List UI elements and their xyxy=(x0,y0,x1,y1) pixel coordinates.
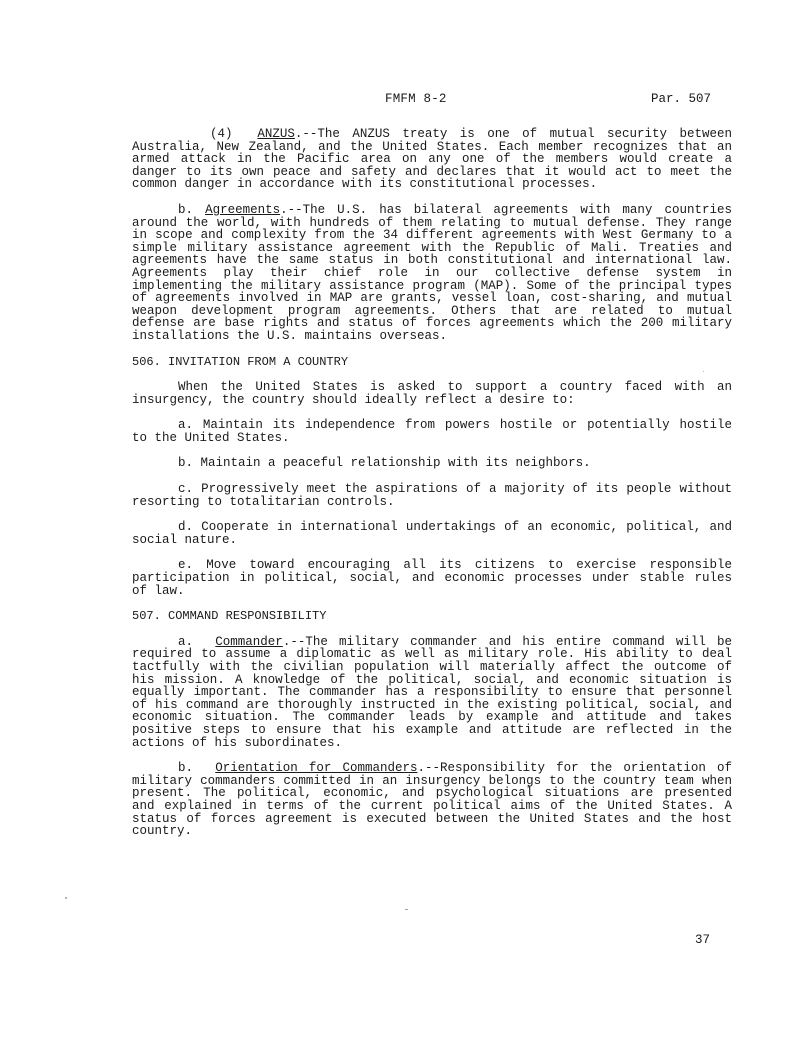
section-507-heading: 507. COMMAND RESPONSIBILITY xyxy=(132,609,327,624)
anzus-text: .--The ANZUS treaty is one of mutual security between Australia, New Zealand, and the United States. Each member recognizes that an armed attack in the Pacific area on any one of the members would create a danger to its own peace and safety and declares that it would act to meet the common danger in accordance with its constitutional processes. xyxy=(132,127,732,192)
paragraph-orientation xyxy=(132,762,732,838)
paragraph-commander xyxy=(132,636,732,749)
agreements-text: .--The U.S. has bilateral agreements with many countries around the world, with hundreds of them relating to mutual defense. They range in scope and complexity from the 34 different agreements with West Germany to a simple military assistance agreement with the Republic of Mali. Treaties and agreements have the same status in both constitutional and international law. Agreements play their chief role in our collective defense system in implementing the military assistance program (MAP). Some of the principal types of agreements involved in MAP are grants, vessel loan, cost-sharing, and mutual weapon development program agreements. Others that are related to mutual defense are base rights and status of forces agreements which the 200 military installations the U.S. maintains overseas. xyxy=(132,202,732,343)
section-506-item-d: d. Cooperate in international undertakings of an economic, political, and social nature. xyxy=(132,520,732,547)
anzus-term: ANZUS xyxy=(257,127,295,141)
document-body xyxy=(132,128,732,851)
orientation-term: Orientation for Commanders xyxy=(215,761,418,776)
section-506-item-e: e. Move toward encouraging all its citizens to exercise responsible participation in political, social, and economic processes under stable rules of law. xyxy=(132,558,732,598)
commander-text: .--The military commander and his entire command will be required to assume a diplomatic as well as military role. His ability to deal tactfully with the civilian population will materially affect the outcome of his mission. A knowledge of the political, social, and economic situation is equally important. The commander has a responsibility to ensure that personnel of his command are thoroughly instructed in the existing political, social, and economic situation. The commander leads by example and attitude and takes positive steps to ensure that his example and attitude are reflected in the actions of his subordinates. xyxy=(132,634,732,750)
page-number: 37 xyxy=(695,933,711,947)
document-id: FMFM 8-2 xyxy=(385,92,447,106)
paragraph-agreements xyxy=(132,204,732,343)
section-506-item-b: b. Maintain a peaceful relationship with its neighbors. xyxy=(178,456,591,471)
anzus-label: (4) xyxy=(210,127,233,141)
orientation-label: b. xyxy=(178,761,194,776)
agreements-label: b. xyxy=(178,202,194,217)
scan-speck xyxy=(65,897,67,899)
scan-speck xyxy=(405,909,408,910)
section-506-heading: 506. INVITATION FROM A COUNTRY xyxy=(132,354,349,369)
section-506-item-c: c. Progressively meet the aspirations of a majority of its people without resorting to totalitarian controls. xyxy=(132,482,732,509)
paragraph-reference: Par. 507 xyxy=(651,92,712,106)
section-506-intro: When the United States is asked to support a country faced with an insurgency, the country should ideally reflect a desire to: xyxy=(132,380,732,407)
agreements-term: Agreements xyxy=(205,202,281,217)
section-506-item-a: a. Maintain its independence from powers hostile or potentially hostile to the United States. xyxy=(132,418,732,445)
scan-speck xyxy=(703,371,704,372)
commander-term: Commander xyxy=(215,634,283,649)
orientation-text: .--Responsibility for the orientation of military commanders committed in an insurgency belongs to the country team when present. The political, economic, and psychological situations are presented and explained in terms of the current political aims of the United States. A status of forces agreement is executed between the United States and the host country. xyxy=(132,761,732,839)
paragraph-anzus xyxy=(132,128,732,191)
commander-label: a. xyxy=(178,634,194,649)
